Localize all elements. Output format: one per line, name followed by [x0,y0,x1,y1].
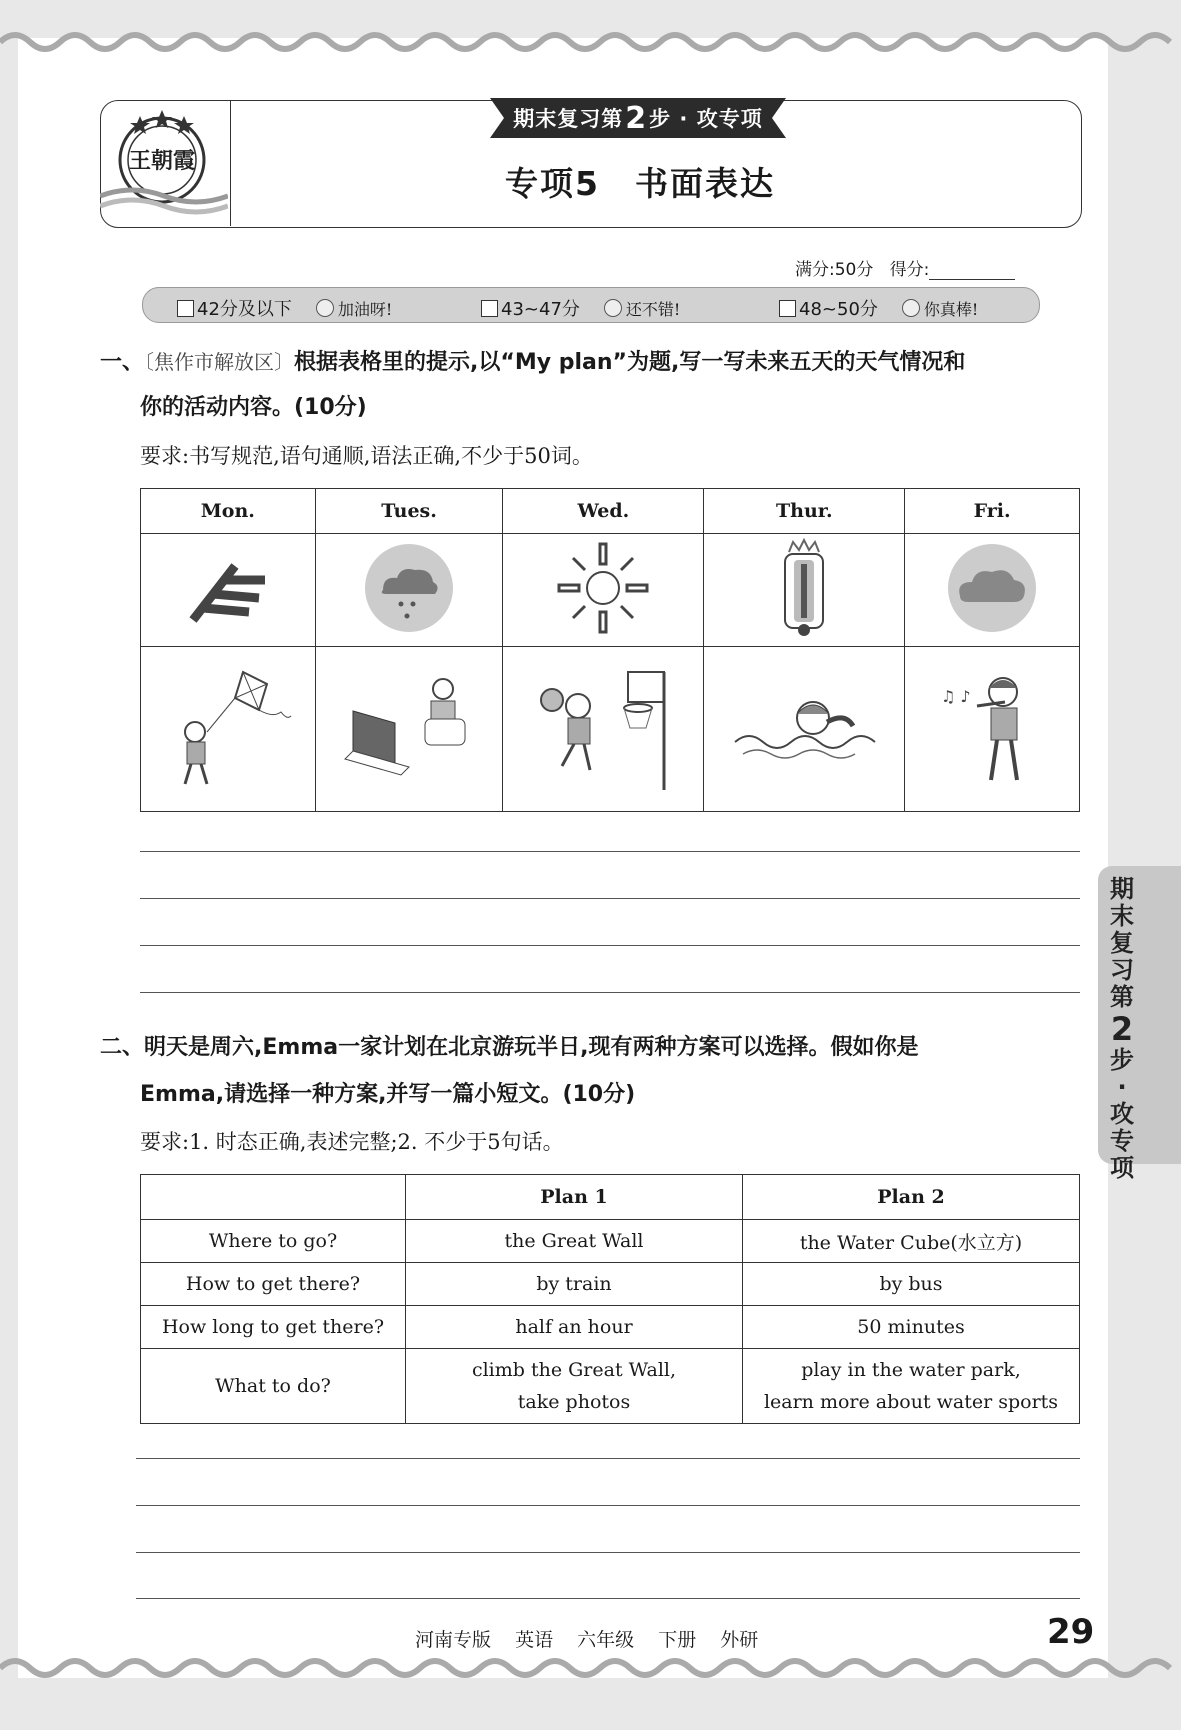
plan2-activity: play in the water park, [801,1359,1021,1381]
weather-cell [315,534,503,647]
footer-item: 下册 [658,1629,697,1651]
day-header: Fri. [905,489,1080,534]
activity-cell [315,647,503,812]
smiley-icon [604,299,622,317]
plan1-cell: half an hour [406,1306,743,1349]
q1-prompt-line1: 一、〔焦作市解放区〕根据表格里的提示,以“My plan”为题,写一写未来五天的天气情况和 [100,350,966,375]
fly-kite-image [163,662,293,792]
play-basketball-image [528,662,678,792]
plan2-cell [743,1349,1080,1424]
watch-tv-image [339,667,479,787]
writing-line[interactable] [140,851,1080,852]
writing-line[interactable] [136,1458,1080,1459]
footer-item: 英语 [515,1629,554,1651]
footer [415,1625,776,1652]
weather-cell [905,534,1080,647]
row-question: How long to get there? [141,1306,406,1349]
grade-item-low: 42分及以下 加油呀! [177,295,392,321]
wind-icon [183,548,273,628]
table-row [141,1263,1080,1306]
play-flute-image [927,662,1057,792]
writing-line[interactable] [140,992,1080,993]
ribbon-label: 期末复习第 2 步 · 攻专项 [513,100,763,136]
wavy-border-bottom [0,1650,1181,1690]
sun-icon [555,540,651,636]
plan1-activity: take photos [517,1391,631,1413]
weather-cell [503,534,704,647]
grade-checkbox[interactable] [177,300,194,317]
grade-checkbox[interactable] [481,300,498,317]
plan2-cell: 50 minutes [743,1306,1080,1349]
q1-requirement: 要求:书写规范,语句通顺,语法正确,不少于50词。 [140,444,593,468]
q2-prompt-line1: 二、明天是周六,Emma一家计划在北京游玩半日,现有两种方案可以选择。假如你是 [100,1035,919,1060]
activity-cell [503,647,704,812]
smiley-icon [316,299,334,317]
wavy-border-top [0,20,1181,60]
table-row [141,1306,1080,1349]
plan2-cell: by bus [743,1263,1080,1306]
svg-text:王朝霞: 王朝霞 [128,148,196,174]
hot-thermometer-icon [769,538,839,638]
side-tab-label: 期末复习第 2 步·攻专项 [1110,875,1134,1182]
grade-bar [142,287,1040,323]
weather-table [140,488,1080,812]
row-question: What to do? [141,1349,406,1424]
footer-item: 外研 [720,1629,759,1651]
table-row [141,1349,1080,1424]
plan-header-blank [141,1175,406,1220]
row-question: Where to go? [141,1220,406,1263]
writing-line[interactable] [136,1598,1080,1599]
day-header: Wed. [503,489,704,534]
rain-cloud-icon [361,540,457,636]
grade-item-high: 48~50分 你真棒! [779,295,978,321]
writing-line[interactable] [140,898,1080,899]
swim-image [729,682,879,772]
plan-header: Plan 2 [743,1175,1080,1220]
svg-text:♫ ♪: ♫ ♪ [941,687,971,706]
day-header: Tues. [315,489,503,534]
plan-header: Plan 1 [406,1175,743,1220]
footer-item: 河南专版 [415,1629,492,1651]
weather-cell [141,534,316,647]
writing-line[interactable] [140,945,1080,946]
q2-requirement: 要求:1. 时态正确,表述完整;2. 不少于5句话。 [140,1130,564,1154]
grade-item-mid: 43~47分 还不错! [481,295,680,321]
plan1-cell: the Great Wall [406,1220,743,1263]
writing-line[interactable] [136,1552,1080,1553]
publisher-logo [100,100,231,226]
grade-checkbox[interactable] [779,300,796,317]
score-line: 满分:50分 得分: [795,255,1015,280]
activity-cell [905,647,1080,812]
page-sheet [18,38,1108,1678]
day-header: Mon. [141,489,316,534]
page-title: 专项5 书面表达 [505,164,775,203]
weather-cell [704,534,905,647]
activity-cell [141,647,316,812]
score-blank[interactable] [929,261,1015,280]
plan1-cell: by train [406,1263,743,1306]
cloudy-icon [944,540,1040,636]
day-header: Thur. [704,489,905,534]
plan1-cell [406,1349,743,1424]
plan1-activity: climb the Great Wall, [471,1359,677,1381]
q2-prompt-line2: Emma,请选择一种方案,并写一篇小短文。(10分) [140,1082,636,1107]
row-question: How to get there? [141,1263,406,1306]
table-row [141,1220,1080,1263]
q1-prompt-line2: 你的活动内容。(10分) [140,395,367,420]
plan2-activity: learn more about water sports [763,1391,1059,1413]
page-number: 29 [1047,1612,1095,1652]
activity-cell [704,647,905,812]
writing-line[interactable] [136,1505,1080,1506]
plan-table [140,1174,1080,1424]
footer-item: 六年级 [577,1629,635,1651]
plan2-cell: the Water Cube(水立方) [743,1220,1080,1263]
smiley-icon [902,299,920,317]
